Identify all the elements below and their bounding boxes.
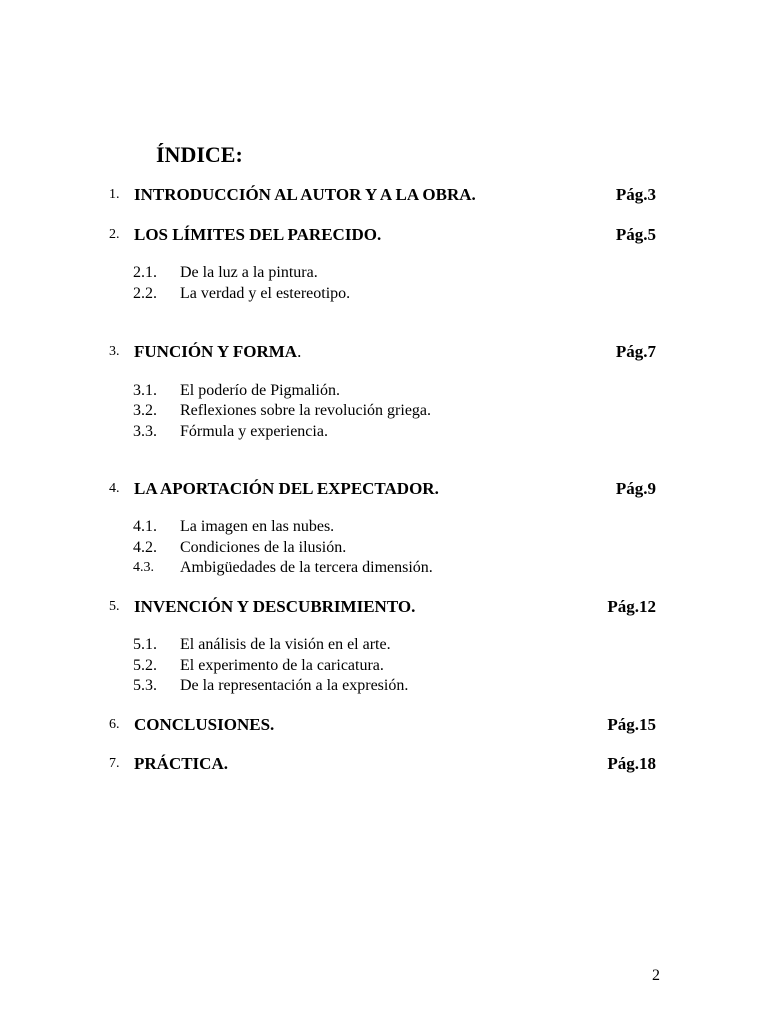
section-title bbox=[134, 340, 301, 364]
toc-subsection-4-1 bbox=[0, 516, 768, 537]
section-page: Pág.7 bbox=[615, 342, 656, 361]
subsection-number: 4.2. bbox=[133, 539, 157, 556]
subsection-title: Condiciones de la ilusión. bbox=[180, 539, 347, 556]
section-number: 4. bbox=[109, 481, 120, 496]
index-heading: ÍNDICE: bbox=[156, 142, 243, 167]
section-number: 6. bbox=[109, 717, 120, 732]
subsection-number: 3.1. bbox=[133, 382, 157, 399]
section-page: Pág.12 bbox=[607, 597, 656, 616]
toc-subsection-4-3 bbox=[0, 557, 768, 578]
toc-section-6 bbox=[0, 713, 768, 737]
section-title: CONCLUSIONES. bbox=[134, 715, 275, 734]
section-title-text: FUNCIÓN Y FORMA bbox=[134, 342, 298, 361]
section-number: 7. bbox=[109, 756, 120, 771]
subsection-title: El poderío de Pigmalión. bbox=[180, 382, 340, 399]
subsection-title: Ambigüedades de la tercera dimensión. bbox=[180, 559, 433, 576]
subsection-title: De la luz a la pintura. bbox=[180, 264, 318, 281]
section-number: 3. bbox=[109, 344, 120, 359]
subsection-title: De la representación a la expresión. bbox=[180, 677, 409, 694]
page-number: 2 bbox=[652, 967, 660, 984]
subsection-number: 4.1. bbox=[133, 518, 157, 535]
subsection-number: 5.3. bbox=[133, 677, 157, 694]
section-title: LA APORTACIÓN DEL EXPECTADOR. bbox=[134, 479, 439, 498]
section-page: Pág.18 bbox=[607, 754, 656, 773]
section-title: INTRODUCCIÓN AL AUTOR Y A LA OBRA. bbox=[134, 185, 476, 204]
subsection-title: La imagen en las nubes. bbox=[180, 518, 335, 535]
section-page: Pág.5 bbox=[615, 225, 656, 244]
subsection-number: 3.2. bbox=[133, 402, 157, 419]
subsection-title: La verdad y el estereotipo. bbox=[180, 285, 351, 302]
toc-section-3 bbox=[0, 340, 768, 364]
toc-subsection-4-2 bbox=[0, 537, 768, 558]
toc-subsection-5-1 bbox=[0, 634, 768, 655]
section-page: Pág.3 bbox=[615, 185, 656, 204]
subsection-number: 5.2. bbox=[133, 657, 157, 674]
section-title-suffix: . bbox=[297, 342, 302, 361]
section-title: INVENCIÓN Y DESCUBRIMIENTO. bbox=[134, 597, 416, 616]
section-page: Pág.9 bbox=[615, 479, 656, 498]
toc-subsection-2-2 bbox=[0, 283, 768, 304]
subsection-number: 2.1. bbox=[133, 264, 157, 281]
subsection-title: Fórmula y experiencia. bbox=[180, 423, 328, 440]
toc-subsection-5-3 bbox=[0, 675, 768, 696]
subsection-title: Reflexiones sobre la revolución griega. bbox=[180, 402, 432, 419]
toc-subsection-2-1 bbox=[0, 262, 768, 283]
toc-subsection-5-2 bbox=[0, 655, 768, 676]
toc-section-2 bbox=[0, 223, 768, 247]
section-title: PRÁCTICA. bbox=[134, 754, 228, 773]
section-number: 5. bbox=[109, 599, 120, 614]
subsection-number: 5.1. bbox=[133, 636, 157, 653]
toc-section-4 bbox=[0, 477, 768, 501]
subsection-number: 4.3. bbox=[133, 560, 154, 575]
subsection-number: 2.2. bbox=[133, 285, 157, 302]
toc-section-5 bbox=[0, 595, 768, 619]
toc-subsection-3-2 bbox=[0, 400, 768, 421]
toc-section-7 bbox=[0, 752, 768, 776]
toc-section-1 bbox=[0, 183, 768, 207]
toc-subsection-3-1 bbox=[0, 380, 768, 401]
section-title: LOS LÍMITES DEL PARECIDO. bbox=[134, 225, 382, 244]
toc-subsection-3-3 bbox=[0, 421, 768, 442]
section-page: Pág.15 bbox=[607, 715, 656, 734]
section-number: 1. bbox=[109, 187, 120, 202]
section-number: 2. bbox=[109, 227, 120, 242]
subsection-number: 3.3. bbox=[133, 423, 157, 440]
subsection-title: El análisis de la visión en el arte. bbox=[180, 636, 391, 653]
subsection-title: El experimento de la caricatura. bbox=[180, 657, 384, 674]
